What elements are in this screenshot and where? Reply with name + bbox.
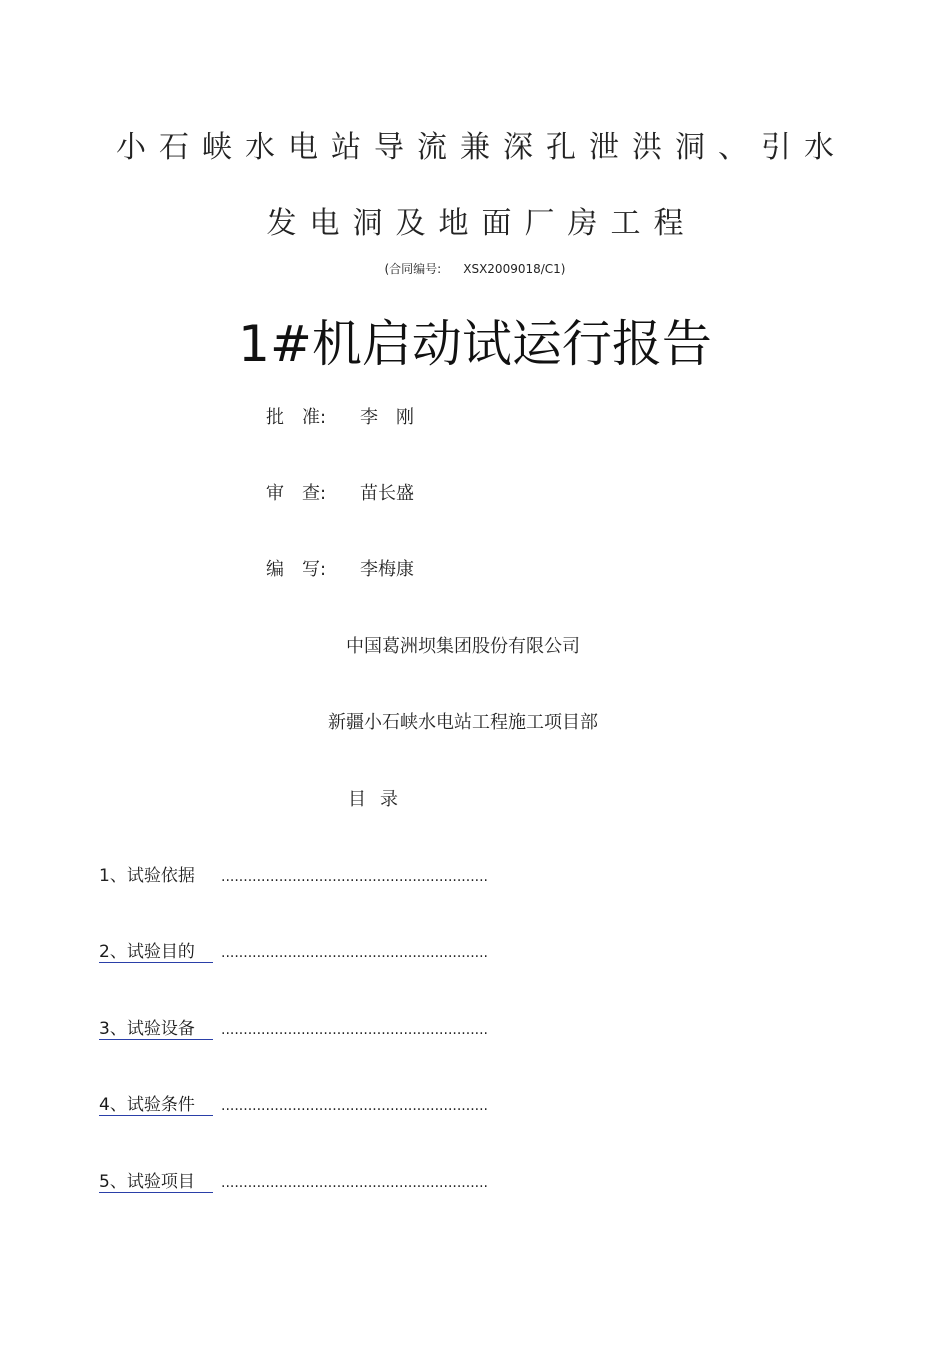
toc-item-leader: ............................................................ [221,1098,489,1114]
toc-item[interactable] [99,1167,488,1193]
signature-approve [266,403,414,429]
contract-label: (合同编号: [384,262,442,276]
signature-write [266,555,414,581]
toc-heading: 目录 [348,789,412,810]
toc-item[interactable] [99,861,488,886]
signature-approve-name: 李 刚 [360,407,414,428]
toc-item[interactable] [99,1014,488,1040]
signature-write-label: 编 写: [266,559,327,580]
toc-item[interactable] [99,1090,488,1116]
signature-review-name: 苗长盛 [360,483,414,504]
toc-item[interactable] [99,937,488,963]
toc-item-label[interactable]: 5、试验项目 [99,1167,213,1193]
department-name: 新疆小石峡水电站工程施工项目部 [328,712,598,733]
toc-item-label[interactable]: 3、试验设备 [99,1014,213,1040]
toc-item-label[interactable]: 2、试验目的 [99,937,213,963]
toc-item-leader: ............................................................ [221,869,489,885]
toc-item-label[interactable]: 4、试验条件 [99,1090,213,1116]
toc-item-leader: ............................................................ [221,1022,489,1038]
contract-number [0,260,950,277]
toc-item-leader: ............................................................ [221,945,489,961]
signature-review-label: 审 查: [266,483,327,504]
toc-item-leader: ............................................................ [221,1175,489,1191]
contract-number-value: XSX2009018/C1) [463,262,566,276]
project-title-line-2: 发电洞及地面厂房工程 [266,206,697,241]
report-title: 1#机启动试运行报告 [238,315,712,373]
signature-write-name: 李梅康 [360,559,414,580]
company-name: 中国葛洲坝集团股份有限公司 [346,636,580,657]
project-title-line-1: 小石峡水电站导流兼深孔泄洪洞、引水 [116,130,847,165]
toc-item-label: 1、试验依据 [99,866,195,886]
signature-approve-label: 批 准: [266,407,327,428]
signature-review [266,479,414,505]
